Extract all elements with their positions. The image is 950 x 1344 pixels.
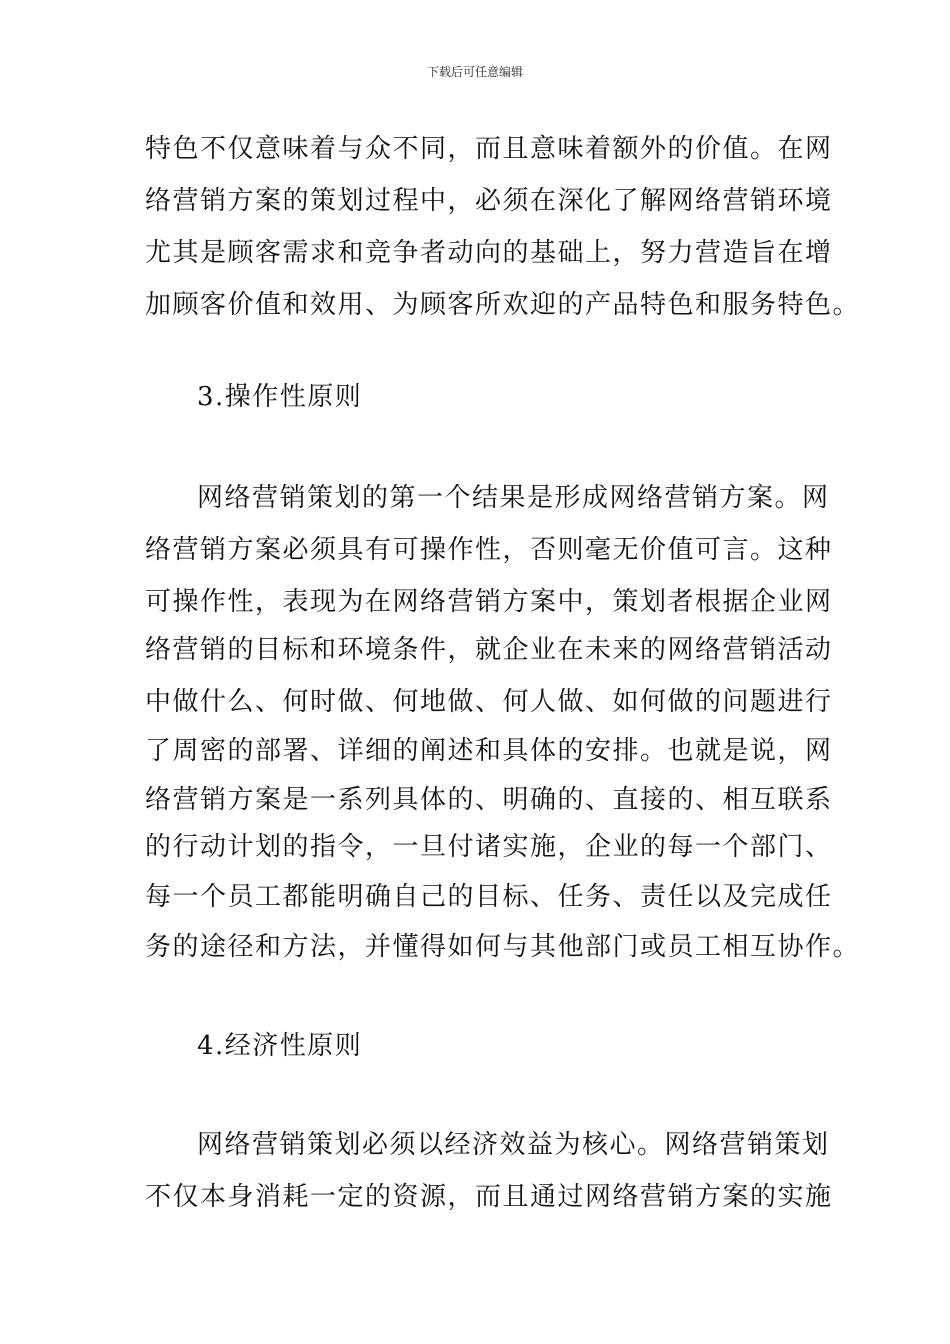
paragraph-line: 络营销的目标和环境条件，就企业在未来的网络营销活动 xyxy=(145,635,833,665)
paragraph-line: 网络营销策划必须以经济效益为核心。网络营销策划 xyxy=(197,1130,830,1160)
paragraph-line: 网络营销策划的第一个结果是形成网络营销方案。网 xyxy=(197,483,830,513)
paragraph-line: 每一个员工都能明确自己的目标、任务、责任以及完成任 xyxy=(145,882,833,912)
paragraph-line: 了周密的部署、详细的阐述和具体的安排。也就是说，网 xyxy=(145,736,833,766)
paragraph-line: 加顾客价值和效用、为顾客所欢迎的产品特色和服务特色。 xyxy=(145,290,861,320)
paragraph-line: 中做什么、何时做、何地做、何人做、如何做的问题进行 xyxy=(145,687,833,717)
paragraph-line: 务的途径和方法，并懂得如何与其他部门或员工相互协作。 xyxy=(145,932,861,962)
paragraph-line: 络营销方案是一系列具体的、明确的、直接的、相互联系 xyxy=(145,785,833,815)
paragraph-line: 络营销方案必须具有可操作性，否则毫无价值可言。这种 xyxy=(145,535,833,565)
paragraph-line: 的行动计划的指令，一旦付诸实施，企业的每一个部门、 xyxy=(145,832,833,862)
paragraph-line: 可操作性，表现为在网络营销方案中，策划者根据企业网 xyxy=(145,587,833,617)
paragraph-line: 特色不仅意味着与众不同，而且意味着额外的价值。在网 xyxy=(145,134,833,164)
section-heading-economy: 4.经济性原则 xyxy=(197,1031,363,1061)
paragraph-line: 络营销方案的策划过程中，必须在深化了解网络营销环境 xyxy=(145,186,833,216)
section-heading-operability: 3.操作性原则 xyxy=(197,382,363,412)
paragraph-line: 不仅本身消耗一定的资源，而且通过网络营销方案的实施 xyxy=(145,1182,833,1212)
page-header: 下载后可任意编辑 xyxy=(426,65,523,79)
paragraph-line: 尤其是顾客需求和竞争者动向的基础上，努力营造旨在增 xyxy=(145,238,833,268)
